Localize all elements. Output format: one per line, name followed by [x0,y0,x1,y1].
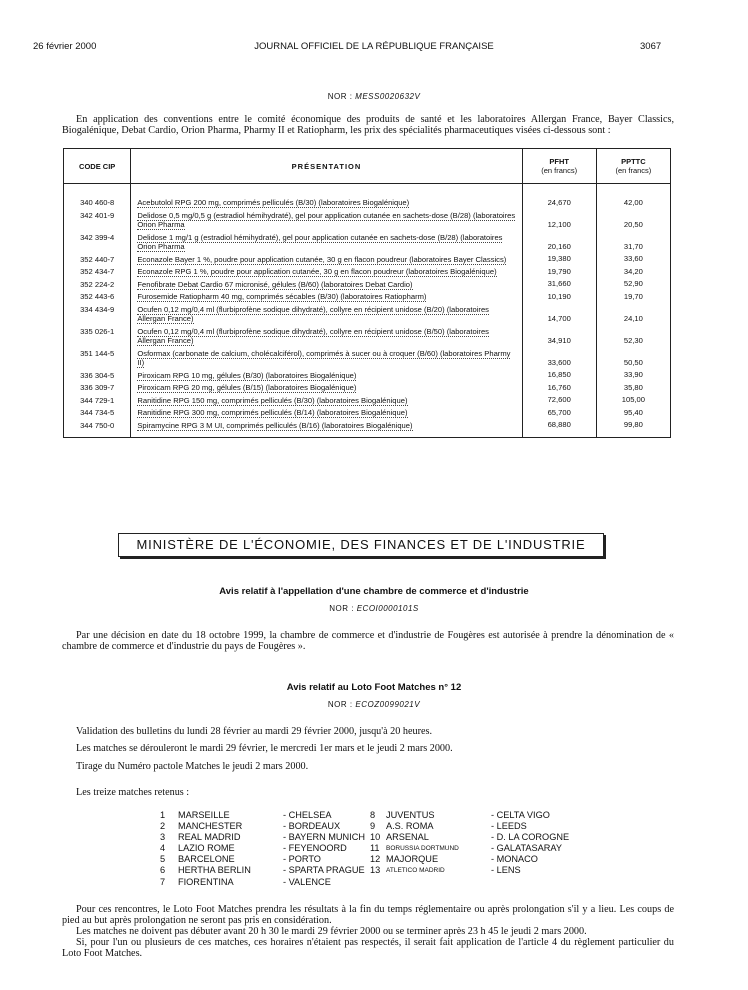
ppttc-cell-text: 34,20 [623,266,643,276]
ppttc-cell [596,393,670,406]
presentation-cell [131,405,522,418]
code-cip-cell-text: 344 729-1 [80,395,115,405]
nor-reference-3 [0,700,748,709]
code-cip-cell-text: 336 304-5 [80,370,115,380]
match-number: 4 [160,843,166,854]
presentation-cell-text: Acebutolol RPG 200 mg, comprimés pelliculés (B/30) (laboratoires Biogalénique) [137,198,410,207]
price-table [63,148,671,438]
match-number: 13 [370,865,381,876]
match-number: 2 [160,821,166,832]
away-team: - PORTO [283,854,321,865]
pfht-cell-text: 16,850 [547,370,571,379]
home-team: FIORENTINA [178,876,234,887]
ppttc-cell-text: 35,80 [623,382,643,392]
code-cip-cell-text: 344 750-0 [80,420,115,430]
table-row [64,324,671,346]
table-header-row [64,149,671,184]
home-team: BORUSSIA DORTMUND [386,845,459,853]
code-cip-cell-text: 342 399-4 [80,232,115,242]
ppttc-cell [596,277,670,290]
match-number: 10 [370,832,381,843]
code-cip-cell [64,277,131,290]
ppttc-cell [596,405,670,418]
presentation-cell-text: Piroxicam RPG 10 mg, gélules (B/30) (laboratoires Biogalénique) [137,370,357,380]
home-team: LAZIO ROME [178,843,235,854]
presentation-cell [131,380,522,393]
code-cip-cell-text: 352 224-2 [80,279,115,289]
pfht-cell [522,418,596,431]
presentation-cell [131,368,522,381]
presentation-cell-text: Ocufen 0,12 mg/0,4 ml (flurbiprofène sodique dihydraté), collyre en récipient unidose (B/50) (laboratoires Allergan France) [137,326,489,345]
nor-reference-2 [0,604,748,613]
table-row [64,230,671,252]
code-cip-cell [64,368,131,381]
code-cip-cell [64,289,131,302]
ppttc-cell [596,252,670,265]
nor-reference-1 [0,92,748,101]
home-team: ARSENAL [386,832,429,843]
presentation-cell [131,346,522,368]
ppttc-cell [596,264,670,277]
home-team: A.S. ROMA [386,821,434,832]
presentation-cell [131,208,522,230]
away-team: - CHELSEA [283,810,332,820]
pfht-cell [522,393,596,406]
home-team: MARSEILLE [178,810,230,820]
pfht-cell-text: 20,160 [547,241,571,251]
table-row [64,289,671,302]
table-row [64,418,671,431]
home-team: MAJORQUE [386,854,439,865]
pfht-cell [522,230,596,252]
nor-label: NOR : [329,604,354,613]
code-cip-cell [64,405,131,418]
ppttc-cell-text: 52,90 [623,279,643,288]
presentation-cell-text: Econazole RPG 1 %, poudre pour application cutanée, 30 g en flacon poudreur (laboratoires Biogalénique) [137,267,497,276]
ppttc-cell [596,208,670,230]
away-team: - FEYENOORD [283,843,347,854]
code-cip-cell-text: 351 144-5 [80,348,115,358]
match-row [370,865,591,876]
table-row [64,264,671,277]
table-row [64,393,671,406]
notice-3-title: Avis relatif au Loto Foot Matches n° 12 [286,682,462,693]
table-row [64,277,671,290]
nor-code: ECOZ0099021V [355,700,421,709]
code-cip-cell-text: 352 443-6 [80,292,115,301]
ppttc-cell-text: 20,50 [623,219,643,229]
away-team: - MONACO [491,854,538,865]
pfht-cell [522,346,596,368]
presentation-cell [131,324,522,346]
ppttc-cell [596,195,670,208]
home-team: HERTHA BERLIN [178,865,251,876]
presentation-cell [131,195,522,208]
away-team: - D. LA COROGNE [491,832,570,843]
ppttc-cell [596,380,670,393]
code-cip-cell-text: 334 434-9 [80,304,115,314]
away-team: - BORDEAUX [283,821,341,832]
match-row [160,821,383,832]
code-cip-cell [64,208,131,230]
ppttc-cell-text: 52,30 [623,335,643,345]
code-cip-cell [64,346,131,368]
presentation-cell-text: Ranitidine RPG 150 mg, comprimés pelliculés (B/30) (laboratoires Biogalénique) [137,395,408,405]
pfht-cell-text: 31,660 [547,279,571,288]
code-cip-cell [64,264,131,277]
match-row [370,821,591,832]
col-presentation: PRÉSENTATION [131,149,522,184]
notice-2-title: Avis relatif à l'appellation d'une chambre de commerce et d'industrie [219,586,529,597]
match-row [160,843,383,854]
pfht-cell [522,277,596,290]
ppttc-cell-text: 99,80 [623,420,643,429]
home-team: JUVENTUS [386,810,435,820]
code-cip-cell [64,195,131,208]
ppttc-cell-text: 24,10 [623,313,643,323]
presentation-cell [131,393,522,406]
presentation-cell [131,418,522,431]
presentation-cell-text: Piroxicam RPG 20 mg, gélules (B/15) (laboratoires Biogalénique) [137,383,357,392]
code-cip-cell-text: 340 460-8 [80,198,115,207]
match-number: 11 [370,843,380,854]
pfht-cell [522,252,596,265]
table-spacer-row [64,430,671,438]
code-cip-cell-text: 335 026-1 [80,326,115,336]
code-cip-cell-text: 336 309-7 [80,383,115,392]
header-date: 26 février 2000 [33,41,97,52]
presentation-cell [131,277,522,290]
matches-intro: Les treize matches retenus : [76,787,190,798]
presentation-cell-text: Ocufen 0,12 mg/0,4 ml (flurbiprofène sodique dihydraté), collyre en récipient unidose (B/20) (laboratoires Allergan France) [137,304,489,323]
pfht-cell-text: 34,910 [547,335,571,345]
table-row [64,368,671,381]
table-row [64,208,671,230]
home-team: REAL MADRID [178,832,241,843]
table-row [64,346,671,368]
match-row [160,810,383,821]
nor-label: NOR : [327,700,353,709]
ppttc-cell-text: 95,40 [623,407,643,417]
presentation-cell-text: Spiramycine RPG 3 M UI, comprimés pelliculés (B/16) (laboratoires Biogalénique) [137,420,413,430]
match-row [160,832,383,843]
pfht-cell-text: 16,760 [547,382,571,392]
match-number: 7 [160,876,166,887]
code-cip-cell [64,380,131,393]
page-number: 3067 [640,41,662,52]
code-cip-cell-text: 342 401-9 [80,210,115,220]
matches-column-right [370,810,591,877]
home-team: BARCELONE [178,854,235,865]
ppttc-cell-text: 33,60 [623,254,643,263]
presentation-cell-text: Ranitidine RPG 300 mg, comprimés pelliculés (B/14) (laboratoires Biogalénique) [137,408,408,417]
pfht-cell-text: 68,880 [547,420,571,429]
table-body [64,184,671,438]
presentation-cell [131,264,522,277]
match-number: 12 [370,854,381,865]
pfht-cell-text: 14,700 [547,313,571,323]
pfht-cell-text: 24,670 [547,197,571,207]
presentation-cell-text: Delidose 1 mg/1 g (estradiol hémihydraté), gel pour application cutanée en sachets-dose (B/28) (laboratoires Orion Pharma [137,232,503,251]
code-cip-cell [64,393,131,406]
ppttc-cell-text: 19,70 [623,291,643,301]
match-number: 3 [160,832,166,843]
away-team: - GALATASARAY [491,843,562,854]
table-row [64,195,671,208]
nor-label: NOR : [327,92,353,101]
code-cip-cell [64,230,131,252]
away-team: - SPARTA PRAGUE [283,865,365,876]
match-row [370,810,591,821]
pfht-cell-text: 65,700 [547,407,571,417]
ppttc-cell [596,302,670,324]
presentation-cell-text: Osformax (carbonate de calcium, cholécalciférol), comprimés à sucer ou à croquer (B/60) (laboratoires Pharmy II) [137,348,511,367]
away-team: - BAYERN MUNICH [283,832,366,843]
code-cip-cell-text: 344 734-5 [80,408,115,417]
ppttc-cell-text: 31,70 [623,241,643,251]
table-row [64,302,671,324]
ppttc-cell-text: 50,50 [623,357,643,367]
pfht-cell-text: 33,600 [547,357,571,367]
pfht-cell [522,405,596,418]
col-pfht [522,149,596,184]
table-row [64,380,671,393]
ppttc-cell-text: 33,90 [623,370,643,379]
pfht-cell [522,264,596,277]
presentation-cell [131,302,522,324]
presentation-cell-text: Econazole Bayer 1 %, poudre pour application cutanée, 30 g en flacon poudreur (laboratoires Bayer Classics) [137,254,507,264]
match-number: 9 [370,821,376,832]
nor-code: MESS0020632V [355,92,421,101]
pfht-cell-text: 10,190 [547,291,571,301]
pfht-cell [522,324,596,346]
journal-title: JOURNAL OFFICIEL DE LA RÉPUBLIQUE FRANÇAISE [254,41,494,52]
code-cip-cell [64,418,131,431]
pfht-cell [522,380,596,393]
presentation-cell-text: Delidose 0,5 mg/0,5 g (estradiol hémihydraté), gel pour application cutanée en sachets-dose (B/28) (laboratoires Orion Pharma [137,210,516,229]
draw-line: Tirage du Numéro pactole Matches le jeudi 2 mars 2000. [76,761,309,772]
col-ppttc-label: PPTTC [621,157,646,166]
match-number: 6 [160,865,166,876]
away-team: - LEEDS [491,821,527,832]
closing-paragraph-2: Les matches ne doivent pas débuter avant 20 h 30 le mardi 29 février 2000 ou se terminer après 23 h 45 le jeudi 2 mars 2000. [76,926,587,937]
match-row [370,843,591,854]
presentation-cell-text: Furosemide Ratiopharm 40 mg, comprimés sécables (B/30) (laboratoires Ratiopharm) [137,292,427,301]
matches-column-left [160,810,383,888]
ministry-banner: MINISTÈRE DE L'ÉCONOMIE, DES FINANCES ET DE L'INDUSTRIE [118,533,604,557]
table-spacer-row [64,184,671,196]
presentation-cell-text: Fenofibrate Debat Cardio 67 micronisé, gélules (B/60) (laboratoires Debat Cardio) [137,279,413,289]
home-team: MANCHESTER [178,821,243,832]
col-pfht-unit: (en francs) [541,166,578,175]
ppttc-cell [596,346,670,368]
match-number: 5 [160,854,166,865]
ppttc-cell [596,289,670,302]
code-cip-cell [64,252,131,265]
col-ppttc [596,149,670,184]
code-cip-cell-text: 352 434-7 [80,267,115,276]
schedule-line: Les matches se dérouleront le mardi 29 février, le mercredi 1er mars et le jeudi 2 mars 2000. [76,743,453,754]
pfht-cell-text: 72,600 [547,395,571,404]
code-cip-cell [64,302,131,324]
match-row [370,854,591,865]
pfht-cell [522,195,596,208]
ppttc-cell [596,368,670,381]
col-ppttc-unit: (en francs) [615,166,652,175]
col-pfht-label: PFHT [549,157,569,166]
match-row [160,854,383,865]
pfht-cell-text: 19,790 [547,266,571,276]
presentation-cell [131,252,522,265]
match-number: 1 [160,810,166,820]
ppttc-cell [596,230,670,252]
nor-code: ECOI0000101S [356,604,419,613]
pfht-cell-text: 19,380 [547,254,571,263]
match-row [160,877,383,888]
pfht-cell [522,302,596,324]
away-team: - CELTA VIGO [491,810,550,820]
pfht-cell [522,289,596,302]
away-team: - LENS [491,865,521,876]
validation-line: Validation des bulletins du lundi 28 février au mardi 29 février 2000, jusqu'à 20 heures. [76,726,433,737]
match-number: 8 [370,810,376,820]
closing-paragraph-3: Si, pour l'un ou plusieurs de ces matches, ces horaires n'étaient pas respectés, il serait fait application de l'article 4 du règlement particulier du Loto Foot Matches. [62,937,674,959]
closing-paragraph-1: Pour ces rencontres, le Loto Foot Matches prendra les résultats à la fin du temps réglementaire ou après prolongation s'il y a lieu. Les coups de pied au but après prolongation ne seront pas pris en considération. [62,904,674,926]
pfht-cell-text: 12,100 [547,219,571,229]
home-team: ATLETICO MADRID [386,867,445,875]
match-row [160,865,383,876]
pfht-cell [522,368,596,381]
col-code-cip: CODE CIP [64,149,131,184]
ppttc-cell [596,324,670,346]
pfht-cell [522,208,596,230]
intro-paragraph: En application des conventions entre le comité économique des produits de santé et les laboratoires Allergan France, Bayer Classics, Biogalénique, Debat Cardio, Orion Pharma, Pharmy II et Ratiopharm, les prix des spécialités pharmaceutiques visées ci-dessous sont : [62,114,674,136]
table-row [64,405,671,418]
code-cip-cell [64,324,131,346]
ppttc-cell-text: 105,00 [621,395,645,404]
notice-2-text: Par une décision en date du 18 octobre 1999, la chambre de commerce et d'industrie de Fougères est autorisée à prendre la dénomination de « chambre de commerce et d'industrie du pays de Fougères ». [62,630,674,652]
ppttc-cell [596,418,670,431]
presentation-cell [131,289,522,302]
match-row [370,832,591,843]
ppttc-cell-text: 42,00 [623,197,643,207]
away-team: - VALENCE [283,876,331,887]
table-row [64,252,671,265]
presentation-cell [131,230,522,252]
code-cip-cell-text: 352 440-7 [80,254,115,264]
